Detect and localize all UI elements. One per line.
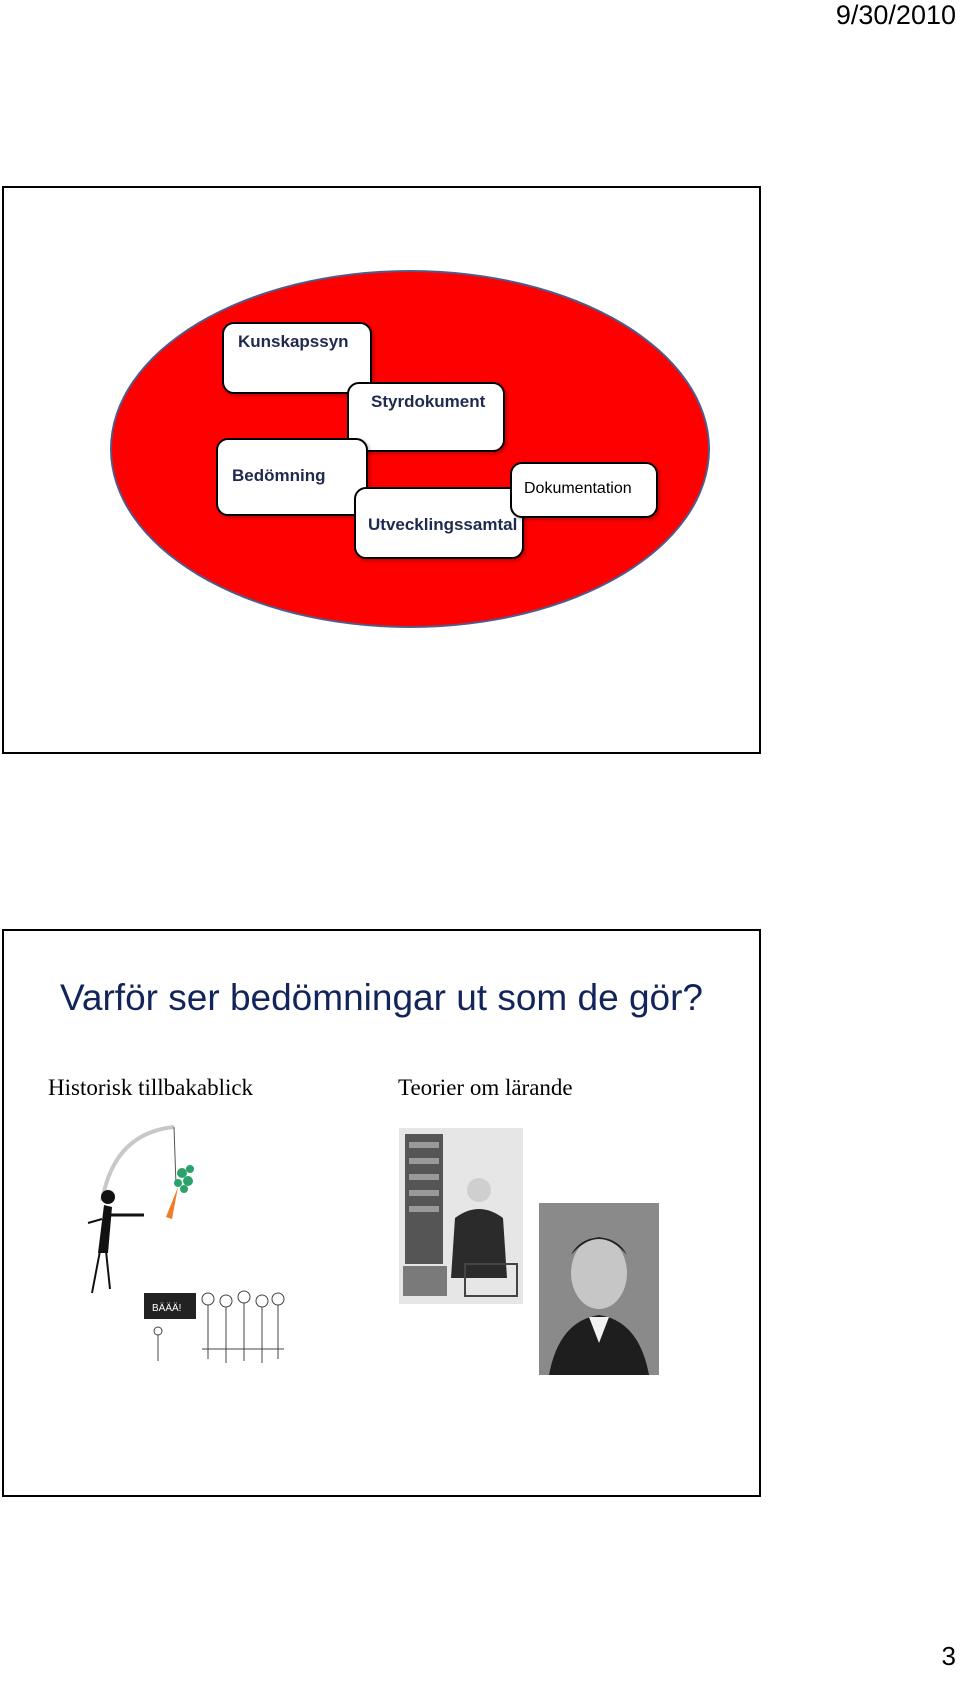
vygotsky-photo: [539, 1203, 659, 1375]
slide-title: Varför ser bedömningar ut som de gör?: [59, 977, 704, 1018]
concept-box-kunskapssyn: [222, 322, 372, 394]
skinner-photo: [399, 1128, 523, 1304]
classroom-sign-text: BÄÄÄ!: [152, 1303, 182, 1314]
slide-concept-map: [2, 186, 761, 754]
concept-box-dokumentation: [510, 462, 658, 518]
carrot-on-stick-illustration: [74, 1123, 214, 1299]
classroom-cartoon: [142, 1289, 288, 1379]
page-date: 9/30/2010: [835, 0, 956, 30]
heading-historical-review: Historisk tillbakablick: [48, 1075, 254, 1100]
concept-label-dokumentation: Dokumentation: [524, 480, 632, 497]
page-number: 3: [941, 1641, 956, 1671]
concept-label-bedomning: Bedömning: [232, 466, 326, 485]
concept-box-bedomning: [216, 438, 368, 516]
concept-label-utvecklingssamtal: Utvecklingssamtal: [368, 515, 518, 534]
concept-box-utvecklingssamtal: [354, 487, 524, 559]
slide-assessment-history: [2, 929, 761, 1497]
concept-box-styrdokument: [347, 382, 505, 452]
heading-learning-theories: Teorier om lärande: [398, 1075, 573, 1100]
concept-label-styrdokument: Styrdokument: [371, 392, 486, 411]
concept-label-kunskapssyn: Kunskapssyn: [238, 332, 349, 351]
